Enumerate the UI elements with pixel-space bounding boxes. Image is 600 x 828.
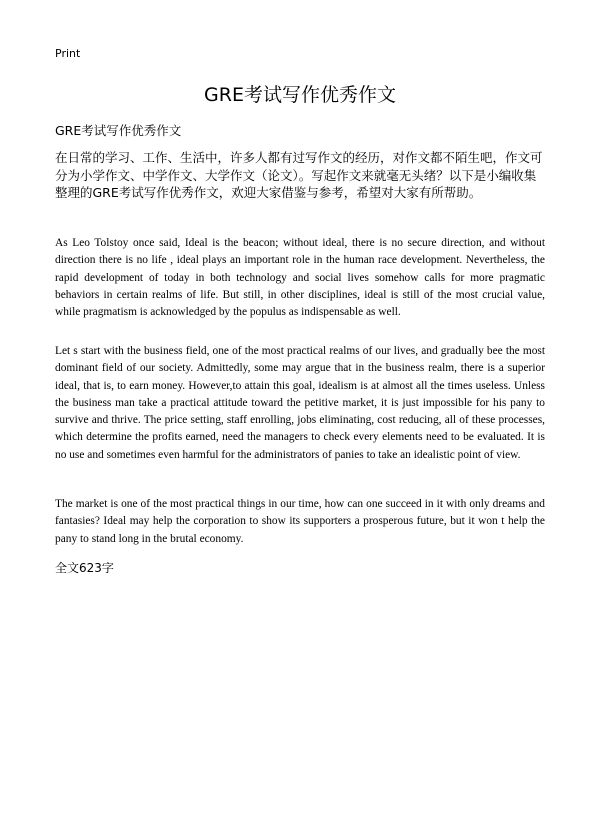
print-label[interactable]: Print xyxy=(55,47,81,60)
document-title: GRE考试写作优秀作文 xyxy=(204,84,396,106)
essay-paragraph-2: Let s start with the business field, one of the most practical realms of our lives, and gradually bee the most dominant field of our society. Admittedly, some may argue that in the business realm, there is a superior ideal, that is, to earn money. However,to attain this goal, idealism is at almost all the times useless. Unless the business man take a practical attitude toward the petitive market, it is just impossible for his pany to survive and thrive. The price setting, staff enrolling, jobs eliminating, cost reducing, all of these processes, which determine the profits earned, need the managers to check every elements need to be evaluated. It is no use and sometimes even harmful for the administrators of panies to take an idealistic point of view. xyxy=(55,345,545,461)
essay-paragraph-3: The market is one of the most practical things in our time, how can one succeed in it with only dreams and fantasies? Ideal may help the corporation to show its supporters a prosperous future, but it won t help the pany to stand long in the brutal economy. xyxy=(55,498,545,545)
intro-paragraph: 在日常的学习、工作、生活中，许多人都有过写作文的经历，对作文都不陌生吧，作文可分为小学作文、中学作文、大学作文（论文）。写起作文来就毫无头绪？以下是小编收集整理的GRE考试写作优秀作文，欢迎大家借鉴与参考，希望对大家有所帮助。 xyxy=(55,150,543,200)
essay-paragraph-1: As Leo Tolstoy once said, Ideal is the beacon; without ideal, there is no secure direction, and without direction there is no life , ideal plays an important role in the human race development. Nevertheless, the rapid development of today in both technology and social lives somehow calls for more pragmatic behaviors in certain realms of life. But still, in other disciplines, ideal is still of the most crucial value, while pragmatism is acknowledged by the populus as indispensable as well. xyxy=(55,237,545,319)
word-count: 全文623字 xyxy=(55,561,114,575)
document-subtitle: GRE考试写作优秀作文 xyxy=(55,123,182,138)
